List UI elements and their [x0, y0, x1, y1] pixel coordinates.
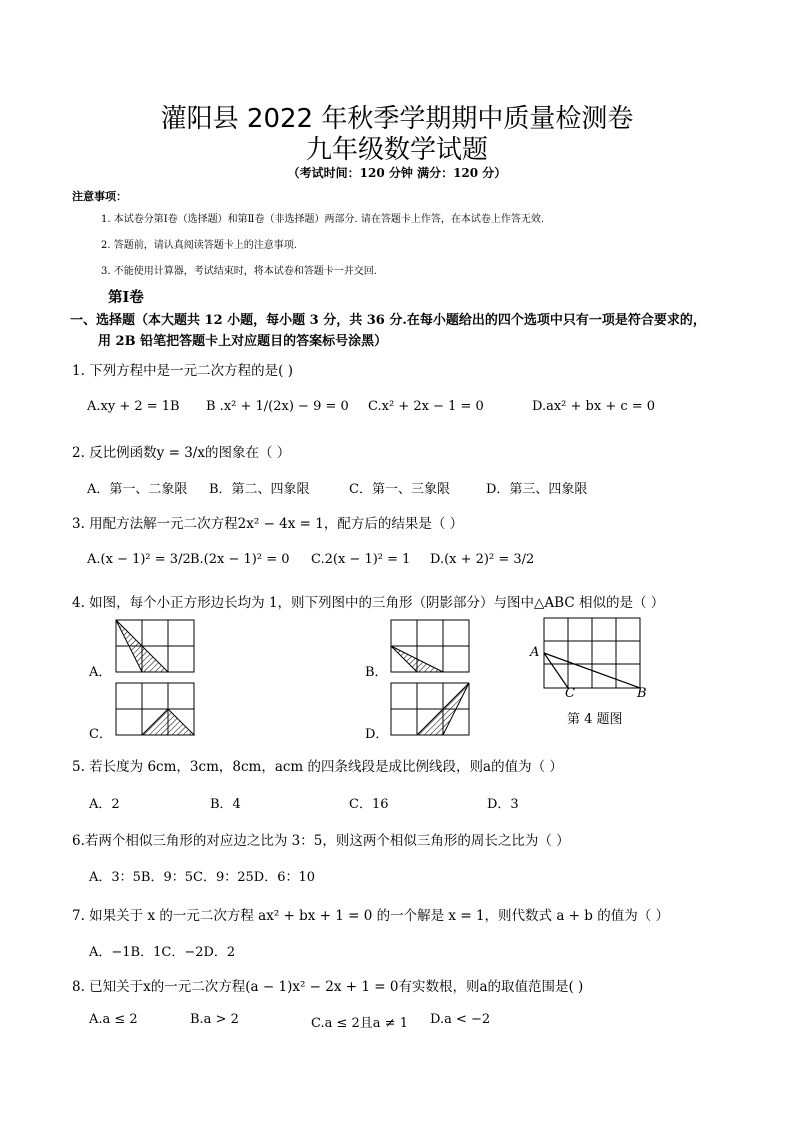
page-subtitle: 九年级数学试题 — [305, 135, 488, 165]
options-inline: A．3：5B．9：5C．9：25D．6：10 — [89, 870, 316, 885]
option-a: A.xy + 2 = 1B — [87, 399, 180, 414]
question-stem: 8. 已知关于x的一元二次方程(a − 1)x² − 2x + 1 = 0有实数根，则a的取值范围是( ) — [72, 979, 584, 995]
option-d: D.a < −2 — [430, 1012, 491, 1027]
option-b: B．第二、四象限 — [209, 482, 310, 497]
q4-figure-c — [116, 683, 194, 735]
note-item: 3. 不能使用计算器，考试结束时，将本试卷和答题卡一并交回. — [101, 266, 377, 277]
option-b: B．4 — [210, 797, 241, 812]
option-c: C． — [89, 727, 112, 742]
option-c: C.a ≤ 2且a ≠ 1 — [311, 1016, 408, 1031]
option-c: C．16 — [349, 797, 389, 812]
option-c: C.2(x − 1)² = 1 — [311, 552, 411, 567]
question-stem: 5. 若长度为 6cm，3cm，8cm，acm 的四条线段是成比例线段，则a的值为（ ） — [72, 759, 563, 775]
option-b: B.(2x − 1)² = 0 — [190, 552, 290, 567]
option-a: A.a ≤ 2 — [89, 1012, 138, 1027]
question-stem: 3. 用配方法解一元二次方程2x² − 4x = 1，配方后的结果是（ ） — [72, 516, 464, 532]
option-b: B.a > 2 — [190, 1012, 239, 1027]
q4-figure-a — [116, 620, 194, 672]
option-a: A．2 — [89, 797, 120, 812]
point-label-c: C — [565, 686, 575, 701]
option-c: C.x² + 2x − 1 = 0 — [368, 399, 484, 414]
option-a: A．第一、二象限 — [87, 482, 188, 497]
volume-title: 第Ⅰ卷 — [108, 289, 144, 306]
exam-info: （考试时间：120 分钟 满分：120 分） — [287, 166, 507, 180]
option-d: D.(x + 2)² = 3/2 — [430, 552, 535, 567]
question-stem: 1. 下列方程中是一元二次方程的是( ) — [72, 363, 293, 379]
q4-reference-figure — [544, 618, 640, 688]
option-d: D.ax² + bx + c = 0 — [532, 399, 656, 414]
option-a: A． — [89, 665, 112, 680]
figure-caption: 第 4 题图 — [567, 712, 623, 727]
question-stem: 4. 如图，每个小正方形边长均为 1，则下列图中的三角形（阴影部分）与图中△ABC 相似的是（ ） — [72, 595, 665, 611]
question-stem: 7. 如果关于 x 的一元二次方程 ax² + bx + 1 = 0 的一个解是 x = 1，则代数式 a + b 的值为（ ） — [72, 908, 669, 924]
point-label-a: A — [530, 645, 540, 660]
q4-figure-b — [391, 620, 469, 672]
point-label-b: B — [637, 686, 647, 701]
option-d: D．第三、四象限 — [486, 482, 588, 497]
note-item: 2. 答题前，请认真阅读答题卡上的注意事项. — [101, 240, 297, 251]
notes-title: 注意事项： — [72, 190, 127, 203]
option-a: A.(x − 1)² = 3/2 — [87, 552, 191, 567]
option-d: D．3 — [487, 797, 519, 812]
question-stem: 6.若两个相似三角形的对应边之比为 3：5，则这两个相似三角形的周长之比为（ ） — [72, 833, 570, 849]
option-b: B .x² + 1/(2x) − 9 = 0 — [206, 399, 349, 414]
option-d: D． — [365, 727, 389, 742]
option-b: B． — [365, 665, 388, 680]
question-stem: 2. 反比例函数y = 3/x的图象在（ ） — [72, 445, 291, 461]
note-item: 1. 本试卷分第Ⅰ卷（选择题）和第Ⅱ卷（非选择题）两部分. 请在答题卡上作答，在本试卷上作答无效. — [101, 214, 545, 225]
section-heading-cont: 用 2B 铅笔把答题卡上对应题目的答案标号涂黑） — [98, 334, 388, 349]
q4-figure-d — [391, 683, 469, 735]
option-c: C．第一、三象限 — [349, 482, 450, 497]
section-heading: 一、选择题（本大题共 12 小题，每小题 3 分，共 36 分.在每小题给出的四个选项中只有一项是符合要求的， — [70, 313, 706, 328]
page-title: 灌阳县 2022 年秋季学期期中质量检测卷 — [160, 104, 634, 134]
options-inline: A．−1B．1C．−2D．2 — [89, 945, 236, 960]
